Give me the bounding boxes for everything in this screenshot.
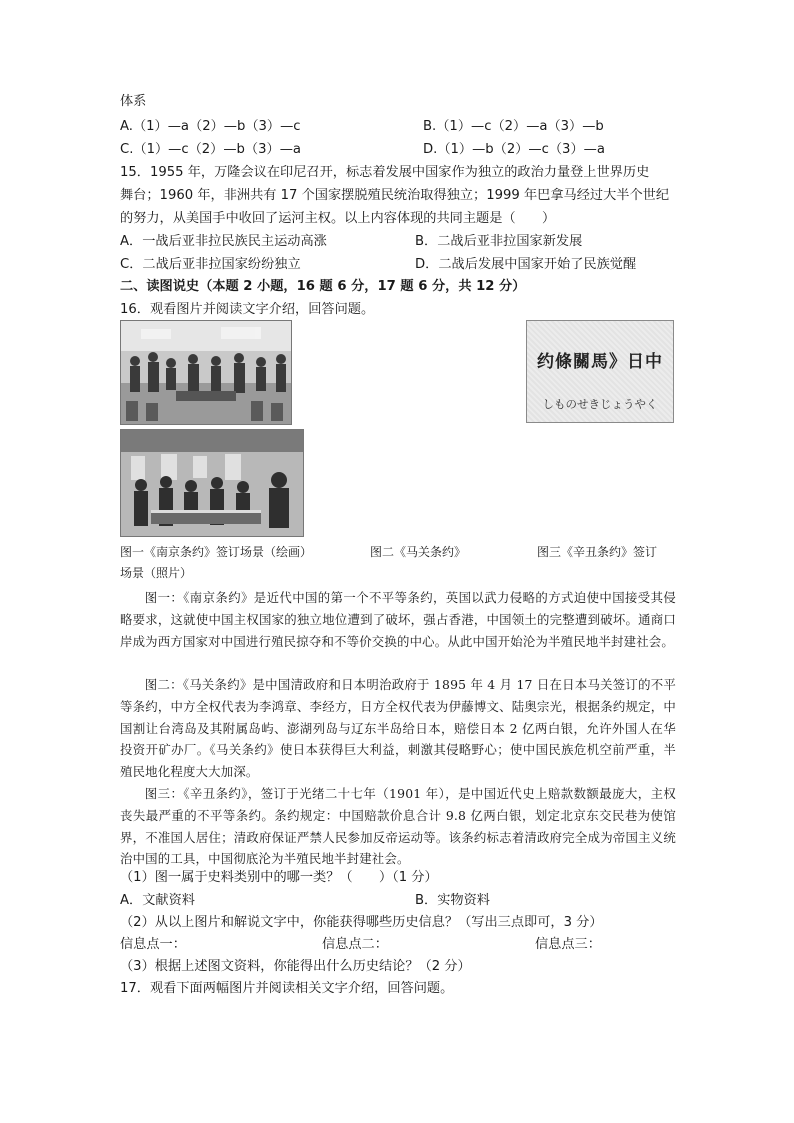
q16-intro: 16．观看图片并阅读文字介绍，回答问题。 [120,302,375,317]
caption-image-2: 图二《马关条约》 [370,545,467,559]
paragraph-shimonoseki: 图二：《马关条约》是中国清政府和日本明治政府于 1895 年 4 月 17 日在日本马关签订的不平等条约，中方全权代表为李鸿章、李经方，日方全权代表为伊藤博文、陆奥宗光，根据条约规定，中国割让台湾岛及其附属岛屿、澎湖列岛与辽东半岛给日本，赔偿日本 2 亿两白银，允许外国人在华投资开矿办厂。《马关条约》使日本获得巨大利益，刺激其侵略野心；使中国民族危机空前严重，半殖民地化程度大大加深。 [120,677,676,780]
q15-option-a: A．一战后亚非拉民族民主运动高涨 [120,234,327,249]
q14-tail: 体系 [120,94,147,109]
caption-image-1: 图一《南京条约》签订场景（绘画） [120,545,313,559]
shimonoseki-kana-text: しものせきじょうやく [542,397,658,411]
q14-option-a: A.（1）—a（2）—b（3）—c [120,119,301,134]
info-point-3: 信息点三： [535,937,601,952]
info-point-1: 信息点一： [120,937,186,952]
q15-option-b: B．二战后亚非拉国家新发展 [415,234,583,249]
q15-option-d: D．二战后发展中国家开始了民族觉醒 [415,257,637,272]
caption-image-3: 图三《辛丑条约》签订 [537,545,658,559]
q15-option-c: C．二战后亚非拉国家纷纷独立 [120,257,301,272]
boxer-protocol-photo [120,429,304,537]
q15-line-1: 15．1955 年，万隆会议在印尼召开，标志着发展中国家作为独立的政治力量登上世界历史 [120,165,650,180]
q16-sub-3: （3）根据上述图文资料，你能得出什么历史结论？（2 分） [120,959,471,974]
q14-option-b: B.（1）—c（2）—a（3）—b [423,119,604,134]
paragraph-boxer: 图三：《辛丑条约》，签订于光绪二十七年（1901 年），是中国近代史上赔款数额最庞大，主权丧失最严重的不平等条约。条约规定：中国赔款价息合计 9.8 亿两白银，划定北京东交民巷为使馆界，不准国人居住；清政府保证严禁人民参加反帝运动等。该条约标志着清政府完全成为帝国主义统治中国的工具，中国彻底沦为半殖民地半封建社会。 [120,786,676,867]
q14-option-d: D.（1）—b（2）—c（3）—a [423,142,605,157]
q16-sub-1-option-a: A．文献资料 [120,893,195,908]
q15-line-3: 的努力，从美国手中收回了运河主权。以上内容体现的共同主题是（ ） [120,211,556,226]
q16-sub-2: （2）从以上图片和解说文字中，你能获得哪些历史信息？（写出三点即可，3 分） [120,915,603,930]
q14-option-c: C.（1）—c（2）—b（3）—a [120,142,301,157]
q16-sub-1-option-b: B．实物资料 [415,893,490,908]
caption-image-3-cont: 场景（照片） [120,566,193,580]
q16-sub-1: （1）图一属于史料类别中的哪一类？（ ）（1 分） [120,870,438,885]
q15-line-2: 舞台；1960 年，非洲共有 17 个国家摆脱殖民统治取得独立；1999 年巴拿马经过大半个世纪 [120,188,670,203]
nanjing-treaty-painting [120,320,292,425]
info-point-2: 信息点二： [322,937,388,952]
section-heading: 二、读图说史（本题 2 小题，16 题 6 分，17 题 6 分，共 12 分） [120,279,526,294]
shimonoseki-treaty-image [526,320,674,423]
q17-intro: 17．观看下面两幅图片并阅读相关文字介绍，回答问题。 [120,981,454,996]
shimonoseki-title-text: 约條關馬》日中 [537,352,663,372]
paragraph-nanjing: 图一：《南京条约》是近代中国的第一个不平等条约，英国以武力侵略的方式迫使中国接受其侵略要求，这就使中国主权国家的独立地位遭到了破坏，强占香港，中国领土的完整遭到破坏。通商口岸成为西方国家对中国进行殖民掠夺和不等价交换的中心。从此中国开始沦为半殖民地半封建社会。 [120,590,676,649]
